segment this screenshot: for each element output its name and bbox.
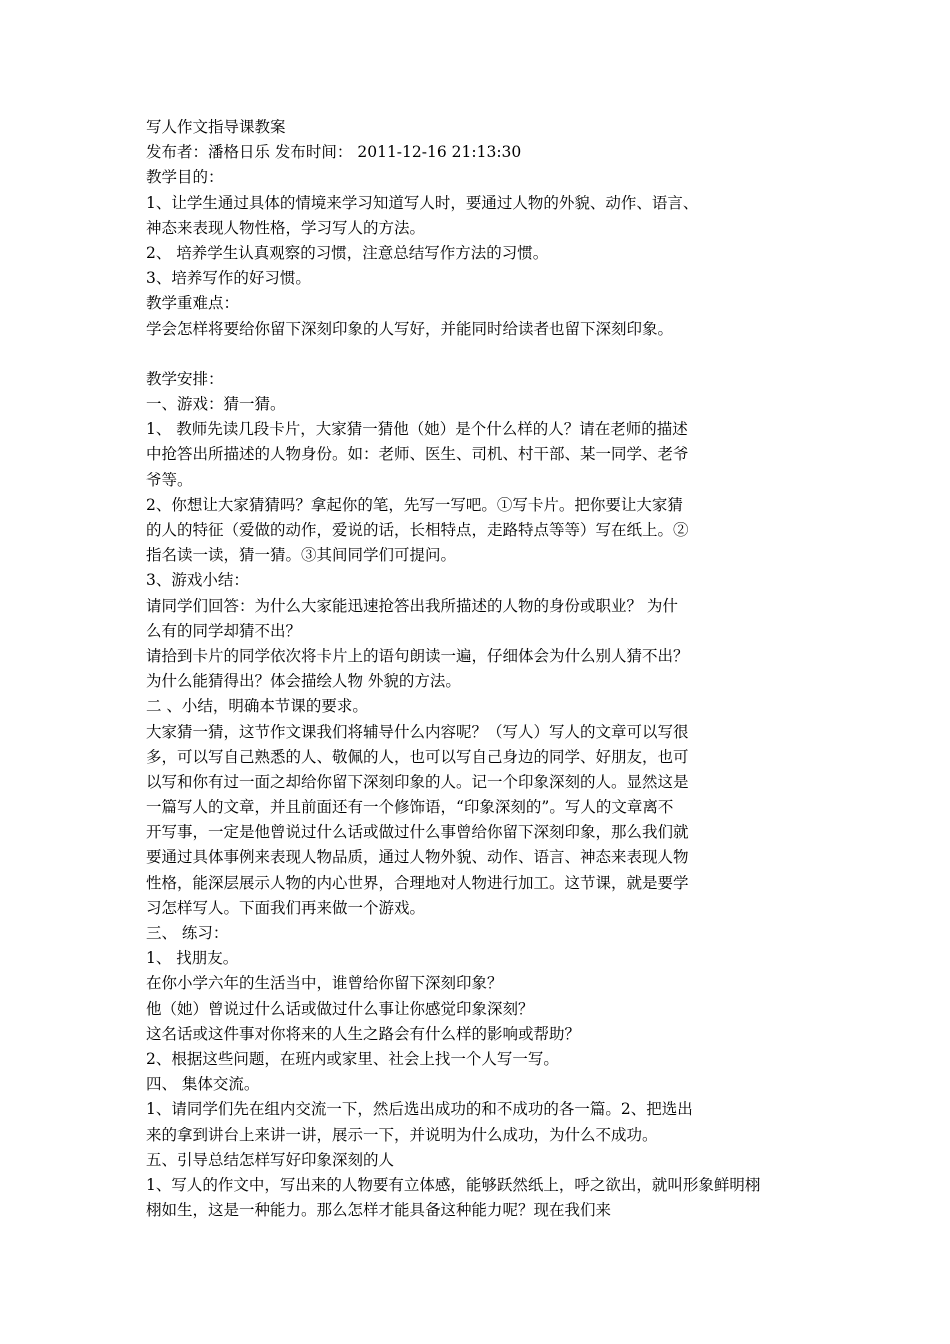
text-line: 栩如生，这是一种能力。那么怎样才能具备这种能力呢？现在我们来 bbox=[146, 1201, 612, 1220]
text-line: 学会怎样将要给你留下深刻印象的人写好，并能同时给读者也留下深刻印象。 bbox=[146, 319, 674, 338]
text-line: 这名话或这件事对你将来的人生之路会有什么样的影响或帮助？ bbox=[146, 1024, 581, 1043]
text-line: 1、请同学们先在组内交流一下，然后选出成功的和不成功的各一篇。2、把选出 bbox=[146, 1100, 693, 1119]
text-line: 习怎样写人。下面我们再来做一个游戏。 bbox=[146, 898, 426, 917]
text-line: 教学安排： bbox=[146, 369, 224, 388]
text-line: 2、你想让大家猜猜吗？拿起你的笔，先写一写吧。①写卡片。把你要让大家猜 bbox=[146, 495, 683, 514]
blank-line bbox=[146, 342, 950, 367]
document-title: 写人作文指导课教案 bbox=[146, 118, 286, 136]
text-line: 为什么能猜得出？体会描绘人物 外貌的方法。 bbox=[146, 672, 461, 691]
text-line: 神态来表现人物性格，学习写人的方法。 bbox=[146, 218, 426, 237]
text-line: 请同学们回答：为什么大家能迅速抢答出我所描述的人物的身份或职业？ 为什 bbox=[146, 596, 678, 615]
text-line: 中抢答出所描述的人物身份。如：老师、医生、司机、村干部、某一同学、老爷 bbox=[146, 445, 689, 464]
text-line: 来的拿到讲台上来讲一讲，展示一下，并说明为什么成功，为什么不成功。 bbox=[146, 1125, 658, 1144]
text-line: 1、让学生通过具体的情境来学习知道写人时，要通过人物的外貌、动作、语言、 bbox=[146, 193, 699, 212]
text-line: 开写事，一定是他曾说过什么话或做过什么事曾给你留下深刻印象，那么我们就 bbox=[146, 823, 689, 842]
text-line: 他（她）曾说过什么话或做过什么事让你感觉印象深刻？ bbox=[146, 999, 534, 1018]
text-line: 在你小学六年的生活当中，谁曾给你留下深刻印象？ bbox=[146, 974, 503, 993]
text-line: 一篇写人的文章，并且前面还有一个修饰语，“印象深刻的”。写人的文章离不 bbox=[146, 798, 674, 817]
text-line: 五、引导总结怎样写好印象深刻的人 bbox=[146, 1150, 395, 1169]
text-line: 指名读一读，猜一猜。③其间同学们可提问。 bbox=[146, 546, 457, 565]
text-line: 1、 找朋友。 bbox=[146, 949, 239, 968]
text-line: 大家猜一猜，这节作文课我们将辅导什么内容呢？（写人）写人的文章可以写很 bbox=[146, 722, 689, 741]
text-line: 教学重难点： bbox=[146, 294, 240, 313]
text-line: 二 、小结，明确本节课的要求。 bbox=[146, 697, 368, 716]
text-line: 一、游戏：猜一猜。 bbox=[146, 395, 286, 414]
text-line: 性格，能深层展示人物的内心世界，合理地对人物进行加工。这节课，就是要学 bbox=[146, 873, 689, 892]
text-line: 2、 培养学生认真观察的习惯，注意总结写作方法的习惯。 bbox=[146, 243, 549, 262]
text-line: 请拾到卡片的同学依次将卡片上的语句朗读一遍，仔细体会为什么别人猜不出？ bbox=[146, 646, 689, 665]
text-line: 1、写人的作文中，写出来的人物要有立体感，能够跃然纸上，呼之欲出，就叫形象鲜明栩 bbox=[146, 1175, 761, 1194]
text-line: 要通过具体事例来表现人物品质，通过人物外貌、动作、语言、神态来表现人物 bbox=[146, 848, 689, 867]
text-line: 多，可以写自己熟悉的人、敬佩的人，也可以写自己身边的同学、好朋友，也可 bbox=[146, 747, 689, 766]
text-line: 发布者：潘格日乐 发布时间： 2011-12-16 21:13:30 bbox=[146, 143, 522, 162]
text-line: 以写和你有过一面之却给你留下深刻印象的人。记一个印象深刻的人。显然这是 bbox=[146, 772, 689, 791]
text-line: 么有的同学却猜不出？ bbox=[146, 621, 302, 640]
text-line: 爷等。 bbox=[146, 470, 193, 489]
text-line: 的人的特征（爱做的动作，爱说的话，长相特点，走路特点等等）写在纸上。② bbox=[146, 521, 689, 539]
text-line: 三、 练习： bbox=[146, 924, 229, 942]
text-line: 3、培养写作的好习惯。 bbox=[146, 269, 311, 288]
text-line: 1、 教师先读几段卡片，大家猜一猜他（她）是个什么样的人？请在老师的描述 bbox=[146, 420, 688, 439]
text-line: 3、游戏小结： bbox=[146, 571, 249, 590]
text-line: 2、根据这些问题，在班内或家里、社会上找一个人写一写。 bbox=[146, 1049, 559, 1068]
text-line: 教学目的： bbox=[146, 168, 224, 187]
text-line: 四、 集体交流。 bbox=[146, 1075, 260, 1094]
